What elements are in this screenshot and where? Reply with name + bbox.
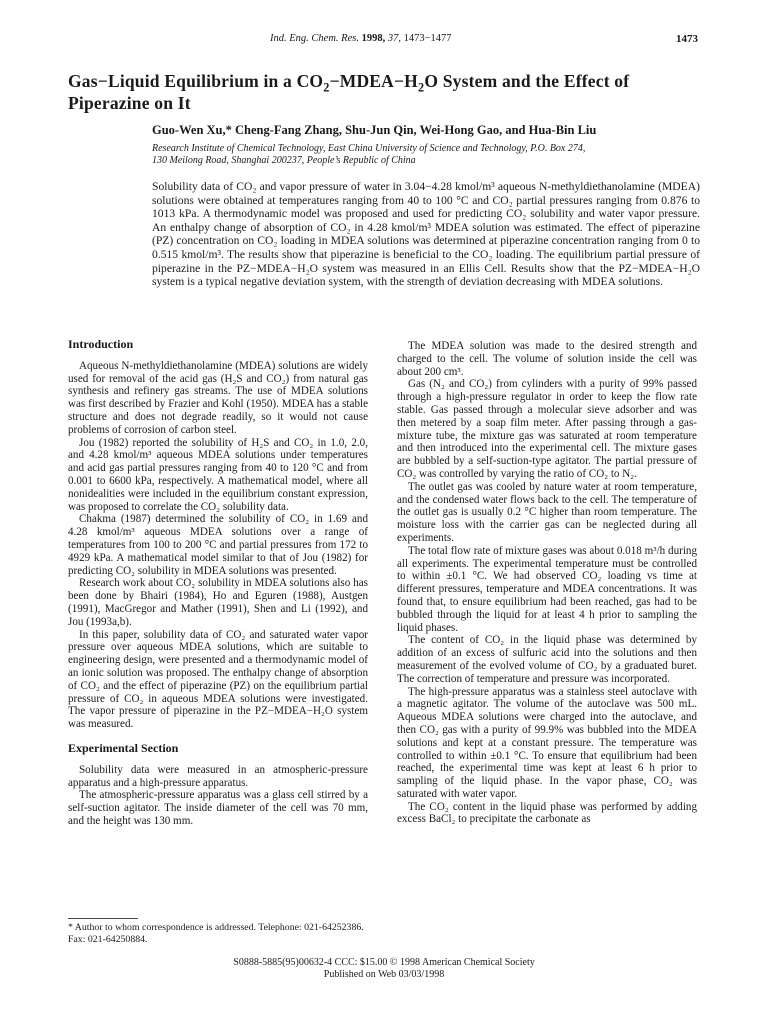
right-paragraph-6: The high-pressure apparatus was a stainless steel autoclave with a magnetic agitator. The volume of the autoclave was 500 mL. Aqueous MDEA solutions were charged into the autoclave, and then CO₂ gas with a purity of 99.9% was bubbled into the MDEA solutions and kept at a constant pressure. The temperature was controlled to within ±0.1 °C. To ensure that equilibrium had been reached, the experimental time was kept at least 6 h prior to sampling of the liquid phase. In the vapor phase, CO₂ was saturated with water vapor. xyxy=(397,685,697,800)
page-number: 1473 xyxy=(676,33,698,45)
right-paragraph-5: The content of CO₂ in the liquid phase was determined by addition of an excess of sulfuric acid into the solutions and then measurement of the evolved volume of CO₂ by a graduated buret. The correction of temperature and pressure was incorporated. xyxy=(397,634,697,685)
journal-citation xyxy=(270,33,452,44)
authors: Guo-Wen Xu,* Cheng-Fang Zhang, Shu-Jun Qin, Wei-Hong Gao, and Hua-Bin Liu xyxy=(152,123,597,137)
abstract: Solubility data of CO₂ and vapor pressure of water in 3.04−4.28 kmol/m³ aqueous N-methyldiethanolamine (MDEA) solutions were obtained at temperatures ranging from 40 to 100 °C and CO₂ partial pressures ranging from 0.876 to 1013 kPa. A thermodynamic model was proposed and used for predicting CO₂ solubility and water vapor pressure. An enthalpy change of absorption of CO₂ in 4.28 kmol/m³ MDEA solution was estimated. The effect of piperazine (PZ) concentration on CO₂ loading in MDEA solutions was determined at piperazine concentration ranging from 0 to 0.515 kmol/m³. The results show that piperazine is beneficial to the CO₂ loading. The equilibrium partial pressure of piperazine in the PZ−MDEA−H₂O system was measured in an Ellis Cell. Results show that the PZ−MDEA−H₂O system is a typical negative deviation system, with the strength of deviation decreasing with MDEA solutions. xyxy=(152,180,700,289)
intro-paragraph-1: Aqueous N-methyldiethanolamine (MDEA) solutions are widely used for removal of the acid gas (H₂S and CO₂) from natural gas synthesis and refinery gas streams. The use of MDEA solutions was first described by Frazier and Kohl (1950). MDEA has a stable structure and does not degrade readily, so it would not cause problems of corrosion of carbon steel. xyxy=(68,359,368,436)
intro-paragraph-3: Chakma (1987) determined the solubility of CO₂ in 1.69 and 4.28 kmol/m³ aqueous MDEA solutions over a range of temperatures from 100 to 200 °C and partial pressures from 172 to 4929 kPa. A mathematical model similar to that of Jou (1982) for predicting CO₂ solubility in MDEA solutions was presented. xyxy=(68,513,368,577)
introduction-heading: Introduction xyxy=(68,337,134,351)
experimental-paragraph-1: Solubility data were measured in an atmospheric-pressure apparatus and a high-pressure apparatus. xyxy=(68,763,368,789)
right-paragraph-3: The outlet gas was cooled by nature water at room temperature, and the condensed water flows back to the cell. The temperature of the outlet gas is usually 0.2 °C higher than room temperature. The moisture loss with the carrier gas can be neglected during all experiments. xyxy=(397,480,697,544)
journal-abbrev: Ind. Eng. Chem. Res. xyxy=(270,33,359,44)
intro-paragraph-5: In this paper, solubility data of CO₂ and saturated water vapor pressure over aqueous MDEA solutions, which are suitable to engineering design, were presented and a thermodynamic model of an ionic solution was proposed. The enthalpy change of absorption of CO₂ and the effect of piperazine (PZ) on the equilibrium partial pressure of CO₂ in aqueous MDEA solutions were investigated. The vapor pressure of piperazine in the PZ−MDEA−H₂O system was measured. xyxy=(68,628,368,731)
affiliation-line-2: 130 Meilong Road, Shanghai 200237, People’s Republic of China xyxy=(152,155,416,166)
title-part-2: −MDEA−H xyxy=(329,71,418,91)
journal-pages: 1473−1477 xyxy=(403,33,452,44)
page-footer xyxy=(0,957,768,980)
footer-published-date: Published on Web 03/03/1998 xyxy=(323,968,445,980)
right-paragraph-7: The CO₂ content in the liquid phase was performed by adding excess BaCl₂ to precipitate the carbonate as xyxy=(397,800,697,826)
right-paragraph-4: The total flow rate of mixture gases was about 0.018 m³/h during all experiments. The experimental temperature must be controlled to within ±0.1 °C. We had observed CO₂ loading vs time at different pressures, temperature and MDEA concentrations. It was found that, to ensure equilibrium had been reached, gas had to be bubbled through the liquid for at least 4 h prior to sampling the liquid phases. xyxy=(397,544,697,634)
title-part-3: O System and the Effect of Piperazine on It xyxy=(68,71,630,113)
right-column xyxy=(397,340,697,826)
running-header xyxy=(0,33,768,49)
title-sub-1: 2 xyxy=(323,80,330,95)
journal-year: 1998, xyxy=(361,33,386,44)
footnote: * Author to whom correspondence is addressed. Telephone: 021-64252386. Fax: 021-64250884. xyxy=(68,922,364,945)
right-paragraph-2: Gas (N₂ and CO₂) from cylinders with a purity of 99% passed through a high-pressure regulator in order to keep the flow rate stable. Gas passed through a molecular sieve adsorber and was then metered by a soap film meter. After passing through a gas-mixture tube, the mixture gas was saturated at room temperature and then introduced into the experimental cell. The mixture gases are bubbled by a self-suction-type agitator. The partial pressure of CO₂ was controlled by varying the ratio of CO₂ to N₂. xyxy=(397,378,697,480)
journal-volume: 37, xyxy=(387,33,401,44)
affiliation xyxy=(152,143,712,167)
right-paragraph-1: The MDEA solution was made to the desired strength and charged to the cell. The volume of solution inside the cell was about 200 cm³. xyxy=(397,340,697,378)
left-column xyxy=(68,338,368,828)
intro-paragraph-4: Research work about CO₂ solubility in MDEA solutions also has been done by Bhairi (1984), Ho and Eguren (1988), Austgen (1991), MacGregor and Mather (1991), Shen and Li (1992), and Jou (1993a,b). xyxy=(68,577,368,628)
experimental-heading: Experimental Section xyxy=(68,740,179,755)
footnote-divider xyxy=(68,918,138,919)
title-sub-2: 2 xyxy=(417,80,425,95)
intro-paragraph-2: Jou (1982) reported the solubility of H₂S and CO₂ in 1.0, 2.0, and 4.28 kmol/m³ aqueous MDEA solutions under temperatures and acid gas partial pressures ranging from 40 to 120 °C and from 0.001 to 6600 kPa, respectively. A mathematical model, where all nonidealities were included in the equilibrium constant expression, was proposed to correlate the CO₂ solubility data. xyxy=(68,436,368,513)
title-part-1: Gas−Liquid Equilibrium in a CO xyxy=(68,71,324,91)
experimental-paragraph-2: The atmospheric-pressure apparatus was a glass cell stirred by a self-suction agitator. The inside diameter of the cell was 70 mm, and the height was 130 mm. xyxy=(68,789,368,827)
affiliation-line-1: Research Institute of Chemical Technology, East China University of Science and Technology, P.O. Box 274, xyxy=(152,143,586,154)
footer-doi-copyright: S0888-5885(95)00632-4 CCC: $15.00 © 1998 American Chemical Society xyxy=(233,957,535,968)
article-title xyxy=(68,70,708,114)
